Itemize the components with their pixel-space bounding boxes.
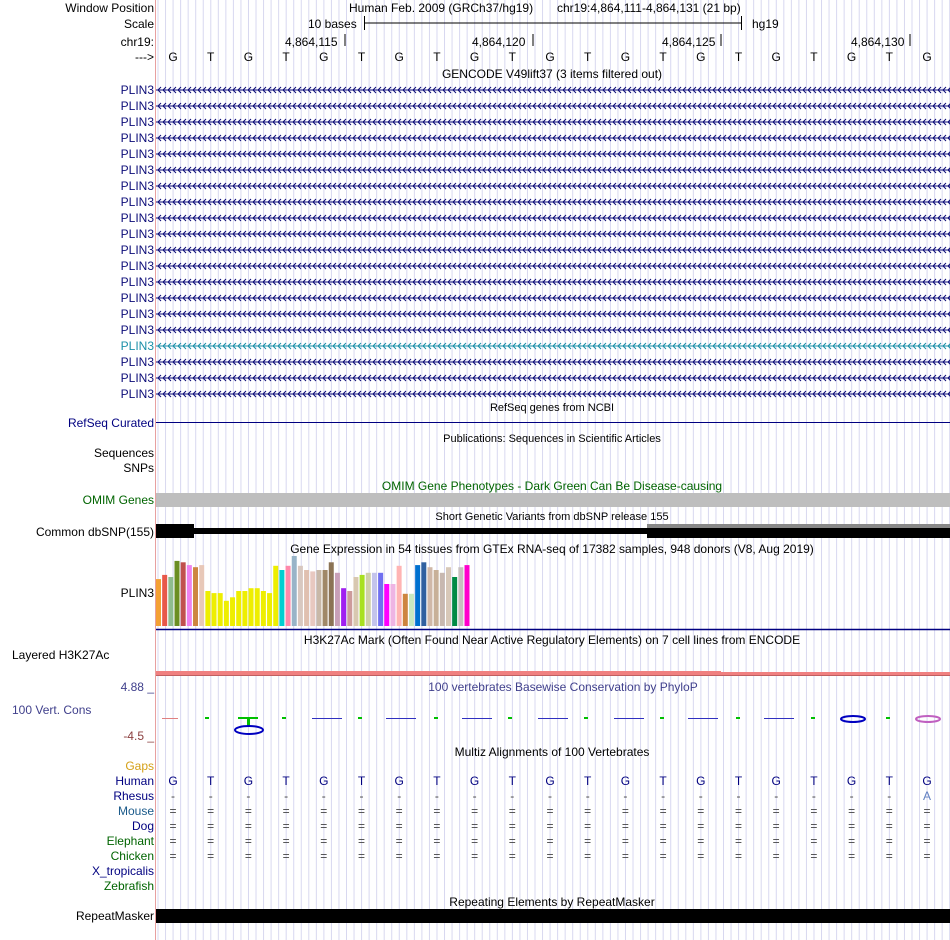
gene-label-plin3[interactable]: PLIN3 [120, 83, 154, 97]
base: G [243, 50, 254, 64]
aligned-base: - [661, 789, 666, 803]
aligned-base: = [923, 834, 931, 848]
repeatmasker-title: Repeating Elements by RepeatMasker [449, 895, 655, 909]
aligned-base: T [885, 774, 893, 788]
aligned-base: = [546, 834, 554, 848]
aligned-base: = [697, 804, 705, 818]
aligned-base: = [584, 834, 592, 848]
tick-label: 4,864,120 [472, 35, 526, 49]
aligned-base: = [395, 804, 403, 818]
cons-label[interactable]: 100 Vert. Cons [12, 703, 92, 717]
gtex-bar-chart[interactable] [156, 556, 950, 632]
gtex-tissue-bar[interactable] [187, 565, 192, 626]
assembly-text: Human Feb. 2009 (GRCh37/hg19) [349, 1, 534, 15]
scale-text: 10 bases [308, 17, 357, 31]
gene-label-plin3[interactable]: PLIN3 [120, 355, 154, 369]
tick-label: 4,864,125 [662, 35, 716, 49]
species-label[interactable]: X_tropicalis [91, 864, 154, 878]
aligned-base: = [508, 834, 516, 848]
aligned-base: = [810, 804, 818, 818]
aligned-base: = [546, 804, 554, 818]
gtex-tissue-bar[interactable] [335, 573, 340, 626]
species-label[interactable]: Mouse [117, 804, 154, 818]
omim-bar[interactable] [156, 493, 950, 507]
aligned-base: - [774, 789, 779, 803]
gtex-tissue-bar[interactable] [323, 570, 328, 626]
multiz-title: Multiz Alignments of 100 Vertebrates [454, 745, 650, 759]
alignment-row [0, 849, 950, 863]
aligned-base: - [472, 789, 477, 803]
aligned-base: = [734, 849, 743, 863]
gene-model-line[interactable] [156, 389, 950, 399]
gtex-tissue-bar[interactable] [218, 593, 223, 626]
aligned-base: = [207, 834, 215, 848]
aligned-base: = [584, 849, 592, 863]
cons-max: 4.88 _ [120, 680, 154, 694]
aligned-base: = [734, 819, 743, 833]
aligned-base: G [319, 774, 329, 788]
aligned-base: = [282, 819, 290, 833]
aligned-base: G [394, 774, 404, 788]
aligned-base: T [659, 774, 667, 788]
gtex-tissue-bar[interactable] [181, 562, 186, 626]
aligned-base: G [168, 774, 178, 788]
aligned-base: - [585, 789, 590, 803]
gtex-tissue-bar[interactable] [242, 591, 247, 626]
aligned-base: - [623, 789, 628, 803]
base: T [357, 50, 366, 64]
aligned-base: - [548, 789, 552, 803]
gene-model-line[interactable] [156, 309, 950, 319]
aligned-base: = [848, 849, 856, 863]
species-label[interactable]: Human [115, 774, 154, 788]
gtex-tissue-bar[interactable] [162, 575, 167, 626]
gencode-title: GENCODE V49lift37 (3 items filtered out) [441, 67, 663, 81]
aligned-base: - [434, 789, 439, 803]
gene-model-line[interactable] [156, 229, 950, 239]
gtex-tissue-bar[interactable] [286, 566, 291, 626]
gtex-title: Gene Expression in 54 tissues from GTEx RNA-seq of 17382 samples, 948 donors (V8, Aug 2019) [290, 542, 814, 556]
gtex-tissue-bar[interactable] [298, 566, 303, 626]
aligned-base: - [397, 789, 402, 803]
gtex-tissue-bar[interactable] [292, 556, 297, 626]
gtex-tissue-bar[interactable] [199, 565, 204, 626]
gtex-label[interactable]: PLIN3 [120, 586, 154, 600]
aligned-base: = [697, 849, 705, 863]
gene-model-line[interactable] [156, 117, 950, 127]
strand-label: ---> [135, 50, 154, 64]
aligned-base: G [846, 774, 857, 788]
gene-model-line[interactable] [156, 197, 950, 207]
alignment-row [0, 834, 950, 848]
gtex-tissue-bar[interactable] [446, 567, 451, 626]
aligned-base: = [282, 834, 290, 848]
aligned-base: = [244, 804, 252, 818]
aligned-base: = [207, 849, 215, 863]
aligned-base: = [546, 849, 554, 863]
gene-label-plin3[interactable]: PLIN3 [120, 131, 154, 145]
base: G [394, 50, 404, 64]
aligned-base: = [848, 804, 856, 818]
tick-label: 4,864,130 [851, 35, 905, 49]
gtex-tissue-bar[interactable] [236, 591, 241, 626]
aligned-base: T [584, 774, 592, 788]
base: T [659, 50, 667, 64]
aligned-base: = [885, 804, 893, 818]
gtex-tissue-bar[interactable] [156, 579, 161, 626]
aligned-base: = [772, 849, 780, 863]
aligned-base: = [207, 819, 215, 833]
base: G [696, 50, 706, 64]
gene-label-plin3[interactable]: PLIN3 [120, 371, 154, 385]
aligned-base: T [810, 774, 818, 788]
gtex-tissue-bar[interactable] [230, 597, 235, 626]
gene-model-line[interactable] [156, 165, 950, 175]
alignment-row [0, 789, 950, 803]
base: G [922, 50, 932, 64]
gtex-tissue-bar[interactable] [397, 566, 402, 626]
species-label[interactable]: Zebrafish [103, 879, 154, 893]
gtex-tissue-bar[interactable] [304, 570, 309, 626]
aligned-base: = [282, 849, 290, 863]
gene-model-line[interactable] [156, 341, 950, 351]
gene-label-plin3[interactable]: PLIN3 [120, 243, 154, 257]
aligned-base: = [508, 819, 516, 833]
gaps-label[interactable]: Gaps [125, 759, 154, 773]
gtex-tissue-bar[interactable] [372, 573, 377, 626]
window-position-label: Window Position [65, 1, 154, 15]
gene-model-line[interactable] [156, 245, 950, 255]
gene-label-plin3[interactable]: PLIN3 [120, 115, 154, 129]
gene-model-line[interactable] [156, 133, 950, 143]
base: G [168, 50, 178, 64]
aligned-base: = [734, 834, 743, 848]
scale-label: Scale [123, 17, 154, 31]
species-label[interactable]: Elephant [106, 834, 154, 848]
aligned-base: = [659, 804, 667, 818]
gtex-tissue-bar[interactable] [193, 567, 198, 626]
aligned-base: = [697, 834, 705, 848]
gtex-tissue-bar[interactable] [212, 593, 217, 626]
aligned-base: = [320, 834, 328, 848]
refseq-label[interactable]: RefSeq Curated [67, 416, 154, 430]
base: T [282, 50, 290, 64]
aligned-base: T [508, 774, 516, 788]
aligned-base: = [395, 849, 403, 863]
species-label[interactable]: Chicken [110, 849, 154, 863]
scale-bar [364, 14, 744, 34]
species-label[interactable]: Dog [131, 819, 154, 833]
aligned-base: = [508, 849, 516, 863]
aligned-base: - [359, 789, 364, 803]
aligned-base: = [207, 804, 215, 818]
gtex-tissue-bar[interactable] [310, 571, 315, 626]
gtex-tissue-bar[interactable] [465, 565, 470, 626]
gtex-tissue-bar[interactable] [458, 567, 463, 626]
omim-label[interactable]: OMIM Genes [82, 493, 154, 507]
gene-model-line[interactable] [156, 277, 950, 287]
aligned-base: = [357, 834, 366, 848]
aligned-base: = [584, 804, 592, 818]
aligned-base: = [659, 834, 667, 848]
tick-label: 4,864,115 [285, 35, 338, 49]
aligned-base: = [923, 819, 931, 833]
aligned-base: G [771, 774, 781, 788]
gtex-tissue-bar[interactable] [403, 594, 408, 626]
aligned-base: - [698, 789, 703, 803]
cons-title: 100 vertebrates Basewise Conservation by PhyloP [428, 680, 698, 694]
aligned-base: = [772, 819, 780, 833]
aligned-base: = [282, 804, 290, 818]
aligned-base: = [433, 819, 441, 833]
refseq-title: RefSeq genes from NCBI [489, 402, 615, 414]
aligned-base: = [395, 819, 403, 833]
base: T [584, 50, 592, 64]
gtex-tissue-bar[interactable] [249, 588, 254, 626]
aligned-base: = [169, 834, 177, 848]
h3k27ac-label[interactable]: Layered H3K27Ac [12, 648, 110, 662]
gtex-tissue-bar[interactable] [267, 593, 272, 626]
base: G [469, 50, 480, 64]
aligned-base: G [696, 774, 706, 788]
gtex-tissue-bar[interactable] [378, 573, 383, 626]
aligned-base: = [772, 804, 780, 818]
gene-model-line[interactable] [156, 261, 950, 271]
aligned-base: = [772, 834, 780, 848]
gtex-tissue-bar[interactable] [353, 577, 358, 626]
aligned-base: = [621, 834, 629, 848]
base: T [885, 50, 893, 64]
gtex-tissue-bar[interactable] [175, 561, 180, 626]
scale-db: hg19 [752, 17, 779, 31]
gene-label-plin3[interactable]: PLIN3 [120, 259, 154, 273]
gene-model-line[interactable] [156, 373, 950, 383]
aligned-base: = [810, 819, 818, 833]
base: G [620, 50, 631, 64]
aligned-base: = [885, 834, 893, 848]
aligned-base: - [849, 789, 854, 803]
aligned-base: = [848, 834, 856, 848]
aligned-base: - [736, 789, 741, 803]
gtex-tissue-bar[interactable] [409, 594, 414, 626]
aligned-base: T [734, 774, 743, 788]
gene-model-line[interactable] [156, 325, 950, 335]
gene-label-plin3[interactable]: PLIN3 [120, 163, 154, 177]
gtex-tissue-bar[interactable] [415, 565, 420, 626]
aligned-base: = [584, 819, 592, 833]
aligned-base: = [244, 819, 252, 833]
base: G [771, 50, 781, 64]
gene-model-line[interactable] [156, 85, 950, 95]
aligned-base: = [395, 834, 403, 848]
base: T [734, 50, 743, 64]
aligned-base: = [320, 819, 328, 833]
sequence-row [0, 50, 950, 64]
gene-label-plin3[interactable]: PLIN3 [120, 291, 154, 305]
sequences-label[interactable]: Sequences [93, 446, 154, 460]
gtex-tissue-bar[interactable] [427, 567, 432, 626]
aligned-base: = [885, 849, 893, 863]
gtex-tissue-bar[interactable] [341, 588, 346, 626]
base: T [810, 50, 818, 64]
gtex-tissue-bar[interactable] [329, 562, 334, 626]
base: G [545, 50, 555, 64]
aligned-base: T [433, 774, 441, 788]
gtex-tissue-bar[interactable] [390, 584, 395, 626]
gene-label-plin3[interactable]: PLIN3 [120, 147, 154, 161]
gtex-tissue-bar[interactable] [273, 566, 278, 626]
gtex-tissue-bar[interactable] [168, 577, 173, 626]
aligned-base: = [621, 819, 629, 833]
gene-model-line[interactable] [156, 213, 950, 223]
dbsnp-label[interactable]: Common dbSNP(155) [35, 525, 154, 539]
aligned-base: A [922, 789, 932, 803]
aligned-base: = [320, 804, 328, 818]
base: T [207, 50, 215, 64]
gene-model-line[interactable] [156, 149, 950, 159]
gtex-tissue-bar[interactable] [421, 562, 426, 626]
gene-label-plin3[interactable]: PLIN3 [120, 227, 154, 241]
gtex-tissue-bar[interactable] [347, 591, 352, 626]
aligned-base: = [659, 819, 667, 833]
gene-label-plin3[interactable]: PLIN3 [120, 307, 154, 321]
aligned-base: = [169, 804, 177, 818]
gtex-tissue-bar[interactable] [452, 577, 457, 626]
aligned-base: T [357, 774, 366, 788]
gtex-tissue-bar[interactable] [279, 570, 284, 626]
repeatmasker-bar[interactable] [156, 909, 950, 923]
aligned-base: = [546, 819, 554, 833]
gene-model-line[interactable] [156, 181, 950, 191]
gtex-tissue-bar[interactable] [360, 575, 365, 626]
aligned-base: = [697, 819, 705, 833]
aligned-base: - [284, 789, 289, 803]
aligned-base: T [282, 774, 290, 788]
aligned-base: = [320, 849, 328, 863]
gene-label-plin3[interactable]: PLIN3 [120, 99, 154, 113]
aligned-base: = [810, 849, 818, 863]
gtex-tissue-bar[interactable] [366, 573, 371, 626]
gtex-tissue-bar[interactable] [434, 570, 439, 626]
aligned-base: = [810, 834, 818, 848]
gtex-tissue-bar[interactable] [205, 591, 210, 626]
gene-label-plin3[interactable]: PLIN3 [120, 195, 154, 209]
aligned-base: G [922, 774, 932, 788]
publications-title: Publications: Sequences in Scientific Articles [443, 433, 661, 445]
base: G [846, 50, 857, 64]
gtex-tissue-bar[interactable] [255, 588, 260, 626]
omim-title: OMIM Gene Phenotypes - Dark Green Can Be Disease-causing [381, 479, 723, 493]
aligned-base: G [545, 774, 555, 788]
aligned-base: = [357, 819, 366, 833]
gtex-tissue-bar[interactable] [384, 584, 389, 626]
aligned-base: - [321, 789, 326, 803]
aligned-base: = [508, 804, 516, 818]
aligned-base: = [471, 849, 479, 863]
aligned-base: = [923, 804, 931, 818]
aligned-base: - [171, 789, 175, 803]
gtex-tissue-bar[interactable] [224, 601, 229, 626]
refseq-line [156, 422, 950, 423]
alignment-row [0, 804, 950, 818]
base: G [319, 50, 329, 64]
aligned-base: = [433, 849, 441, 863]
aligned-base: = [734, 804, 743, 818]
h3k27ac-signal[interactable] [156, 670, 950, 678]
aligned-base: - [208, 789, 213, 803]
gene-model-line[interactable] [156, 293, 950, 303]
base: T [508, 50, 516, 64]
gene-model-line[interactable] [156, 357, 950, 367]
snps-label[interactable]: SNPs [123, 461, 154, 475]
aligned-base: = [169, 819, 177, 833]
base: T [433, 50, 441, 64]
gene-model-line[interactable] [156, 101, 950, 111]
alignment-row [0, 864, 950, 878]
aligned-base: = [244, 834, 252, 848]
gene-label-plin3[interactable]: PLIN3 [120, 211, 154, 225]
aligned-base: = [244, 849, 252, 863]
aligned-base: - [246, 789, 251, 803]
aligned-base: = [471, 834, 479, 848]
gene-label-plin3[interactable]: PLIN3 [120, 275, 154, 289]
chrom-label: chr19: [120, 35, 154, 49]
cons-min: -4.5 _ [123, 729, 154, 743]
aligned-base: G [620, 774, 631, 788]
cons-logo[interactable] [156, 710, 950, 740]
aligned-base: = [621, 804, 629, 818]
aligned-base: G [243, 774, 254, 788]
gtex-tissue-bar[interactable] [440, 573, 445, 626]
aligned-base: = [471, 819, 479, 833]
aligned-base: = [848, 819, 856, 833]
gtex-tissue-bar[interactable] [316, 570, 321, 626]
tick-marks [155, 32, 950, 48]
aligned-base: = [659, 849, 667, 863]
aligned-base: G [469, 774, 480, 788]
aligned-base: = [923, 849, 931, 863]
aligned-base: = [357, 804, 366, 818]
aligned-base: = [621, 849, 629, 863]
aligned-base: = [885, 819, 893, 833]
gene-label-plin3[interactable]: PLIN3 [120, 339, 154, 353]
alignment-row [0, 879, 950, 893]
aligned-base: - [510, 789, 515, 803]
aligned-base: = [357, 849, 366, 863]
dbsnp-bars[interactable] [156, 522, 950, 542]
dbsnp-title: Short Genetic Variants from dbSNP release 155 [435, 511, 669, 523]
aligned-base: - [887, 789, 892, 803]
gtex-tissue-bar[interactable] [261, 591, 266, 626]
aligned-base: - [811, 789, 816, 803]
gene-label-plin3[interactable]: PLIN3 [120, 179, 154, 193]
aligned-base: = [471, 804, 479, 818]
aligned-base: = [433, 834, 441, 848]
aligned-base: = [169, 849, 177, 863]
gene-label-plin3[interactable]: PLIN3 [120, 387, 154, 401]
position-text: chr19:4,864,111-4,864,131 (21 bp) [557, 1, 741, 15]
aligned-base: T [207, 774, 215, 788]
aligned-base: = [433, 804, 441, 818]
alignment-row [0, 819, 950, 833]
species-label[interactable]: Rhesus [113, 789, 154, 803]
h3k27ac-title: H3K27Ac Mark (Often Found Near Active Regulatory Elements) on 7 cell lines from ENCODE [303, 633, 801, 647]
gene-label-plin3[interactable]: PLIN3 [120, 323, 154, 337]
alignment-row [0, 774, 950, 788]
repeatmasker-label[interactable]: RepeatMasker [75, 909, 154, 923]
